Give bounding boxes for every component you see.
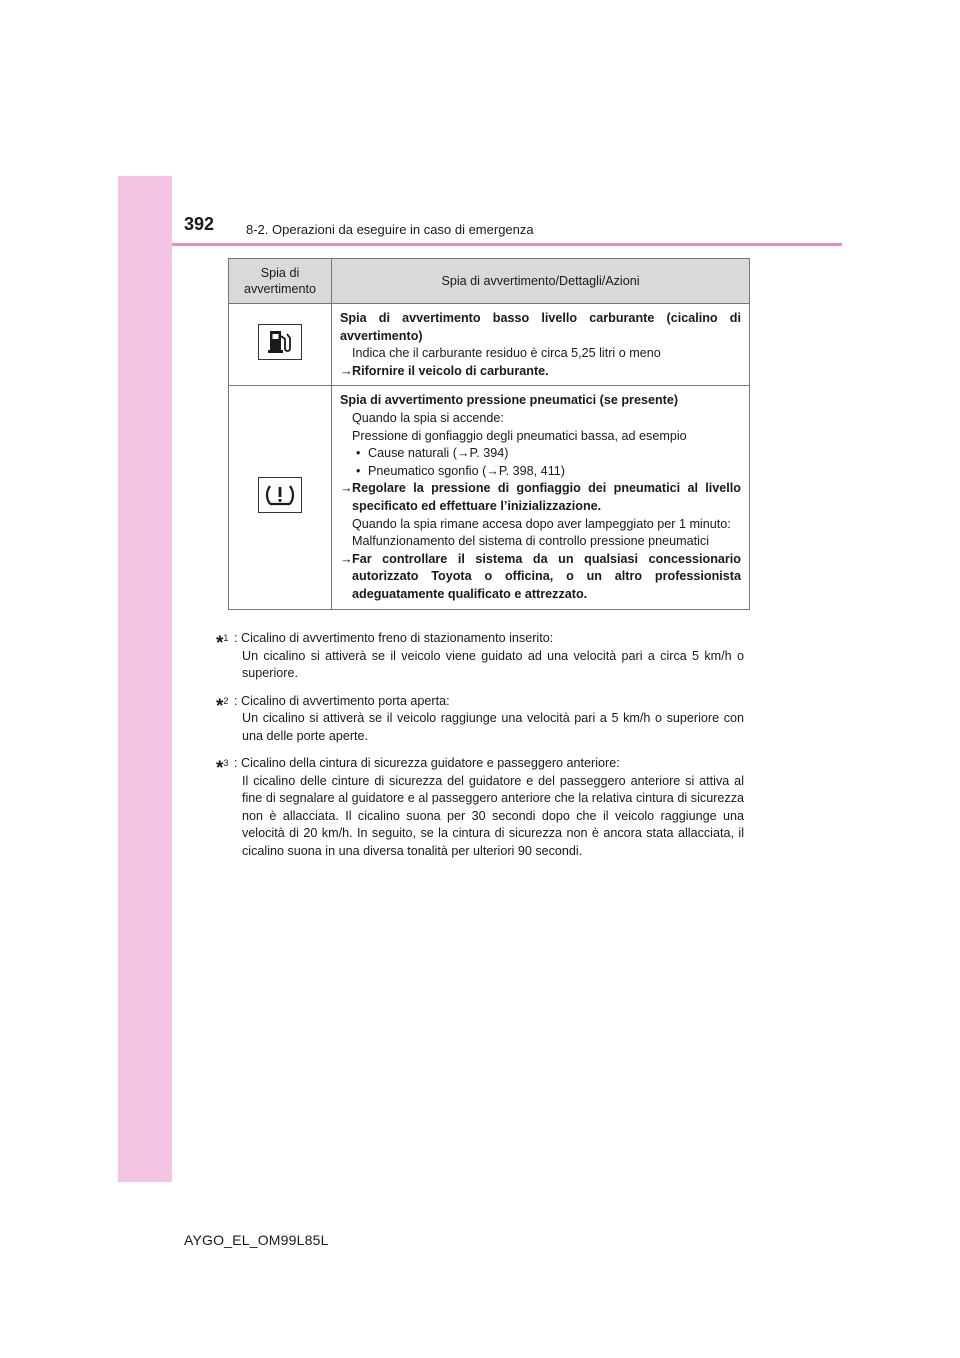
table-row [229,386,750,609]
header-rule [172,243,842,246]
footnote-1 [216,630,744,683]
warning-light-table [228,258,750,610]
section-title: 8-2. Operazioni da eseguire in caso di emergenza [246,222,534,237]
list-item [340,445,741,463]
footnote-marker: *$^3$ [216,758,229,780]
arrow-icon: → [340,363,353,378]
tire-warning-action [340,551,741,604]
footnote-marker: *$^1$ [216,633,229,655]
footnote-text: Il cicalino delle cinture di sicurezza del guidatore e del passeggero anteriore si attiva al fine di segnalare al guidatore e al passeggero anteriore che la relativa cintura di sicurezza non è allacciata. Il cicalino suona per 30 secondi dopo che il veicolo raggiunge una velocità di 20 km/h. In seguito, se la cintura di sicurezza non è ancora stata allacciata, il cicalino suona in una diversa tonalità per ulteriori 90 secondi. [242,773,744,858]
column-header-details: Spia di avvertimento/Dettagli/Azioni [332,259,750,304]
footnote-title: : Cicalino di avvertimento freno di stazionamento inserito: [234,631,554,645]
footnotes [216,630,744,870]
fuel-warning-action [340,363,741,381]
tire-action-text: Far controllare il sistema da un qualsiasi concessionario autorizzato Toyota o officina, o un altro professionista adeguatamente qualificato e attrezzato. [352,551,741,601]
tire-warning-action [340,480,741,515]
fuel-action-text: Rifornire il veicolo di carburante. [352,363,549,378]
table-header-row [229,259,750,304]
chapter-side-band [118,176,172,1182]
fuel-pump-icon [258,324,302,360]
tire-warning-title: Spia di avvertimento pressione pneumatici (se presente) [340,393,679,408]
bullet-text: Cause naturali (→P. 394) [368,446,509,461]
bullet-icon: • [356,446,361,461]
footnote-3 [216,755,744,860]
tire-warning-line: Quando la spia si accende: [352,410,504,425]
arrow-icon: → [340,481,353,496]
fuel-warning-title: Spia di avvertimento basso livello carburante (cicalino di avvertimento) [340,311,741,343]
tire-warning-line: Malfunzionamento del sistema di controllo pressione pneumatici [352,534,710,549]
footnote-text: Un cicalino si attiverà se il veicolo viene guidato ad una velocità pari a circa 5 km/h o superiore. [242,648,744,680]
bullet-text: Pneumatico sgonfio (→P. 398, 411) [368,463,565,478]
column-header-icon: Spia di avvertimento [229,259,332,304]
footnote-2 [216,693,744,746]
tire-warning-line: Pressione di gonfiaggio degli pneumatici bassa, ad esempio [352,428,687,443]
document-code: AYGO_EL_OM99L85L [184,1232,329,1248]
table-row [229,304,750,386]
page-number: 392 [184,214,215,234]
icon-cell [229,386,332,609]
icon-cell [229,304,332,386]
footnote-title: : Cicalino di avvertimento porta aperta: [234,693,450,708]
footnote-marker: *$^2$ [216,695,229,717]
tire-warning-line: Quando la spia rimane accesa dopo aver lampeggiato per 1 minuto: [352,516,731,531]
bullet-icon: • [356,463,361,478]
tire-action-text: Regolare la pressione di gonfiaggio dei pneumatici al livello specificato ed effettuare l’inizializzazione. [352,481,741,513]
footnote-text: Un cicalino si attiverà se il veicolo raggiunge una velocità pari a 5 km/h o superiore con una delle porte aperte. [242,711,744,743]
fuel-warning-detail [332,304,750,386]
tire-pressure-icon [258,477,302,513]
footnote-title: : Cicalino della cintura di sicurezza guidatore e passeggero anteriore: [234,756,620,770]
list-item [340,463,741,481]
arrow-icon: → [340,551,353,566]
fuel-warning-text: Indica che il carburante residuo è circa 5,25 litri o meno [352,346,661,361]
tire-warning-detail [332,386,750,609]
